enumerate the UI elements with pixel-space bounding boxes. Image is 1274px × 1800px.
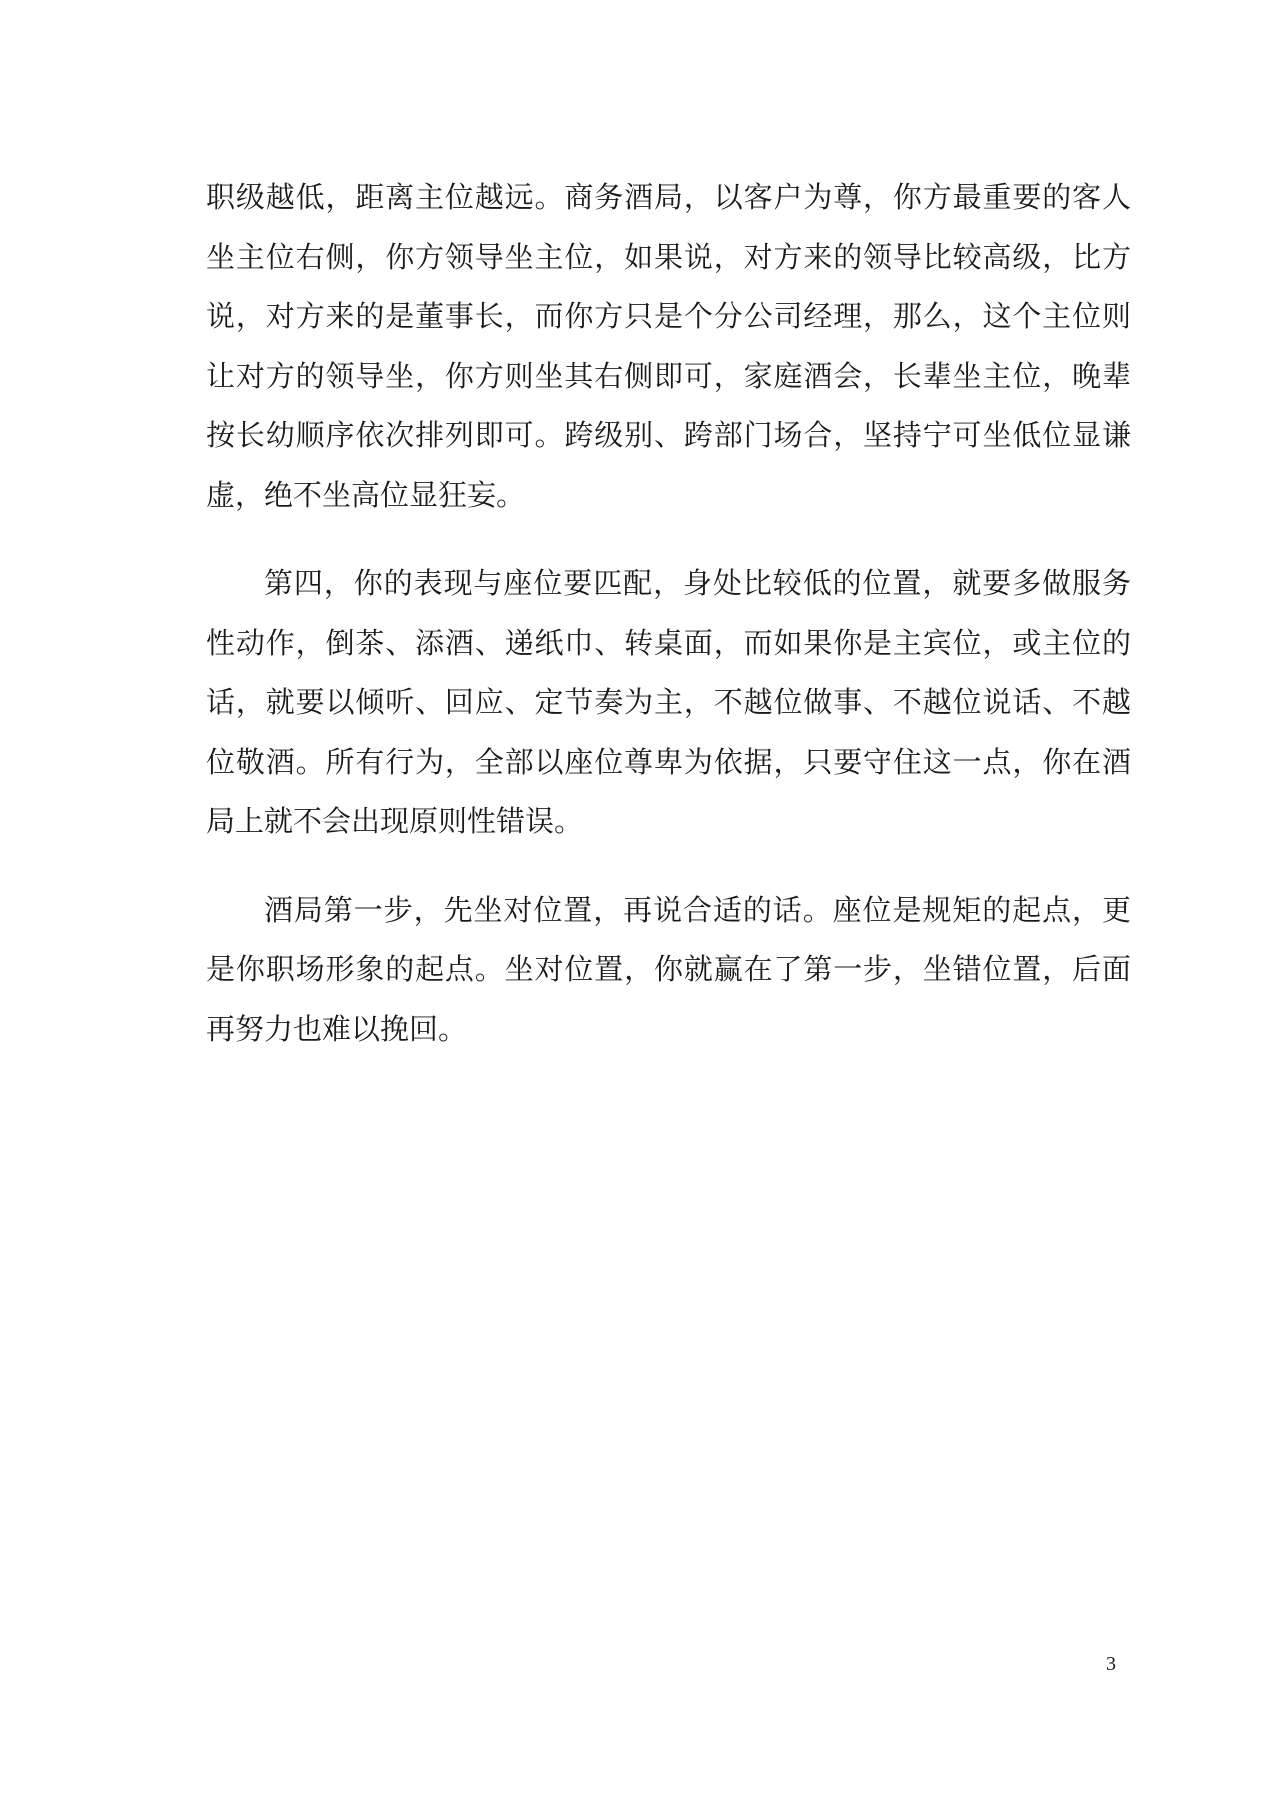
paragraph-conclusion: 酒局第一步，先坐对位置，再说合适的话。座位是规矩的起点，更是你职场形象的起点。坐对位置，你就赢在了第一步，坐错位置，后面再努力也难以挽回。 (206, 892, 1131, 1046)
body-text (206, 168, 1131, 1088)
paragraph-fourth-point: 第四，你的表现与座位要匹配，身处比较低的位置，就要多做服务性动作，倒茶、添酒、递纸巾、转桌面，而如果你是主宾位，或主位的话，就要以倾听、回应、定节奏为主，不越位做事、不越位说话、不越位敬酒。所有行为，全部以座位尊卑为依据，只要守住这一点，你在酒局上就不会出现原则性错误。 (206, 566, 1131, 838)
page-number: 3 (1106, 1653, 1116, 1675)
paragraph-continuation: 职级越低，距离主位越远。商务酒局，以客户为尊，你方最重要的客人坐主位右侧，你方领导坐主位，如果说，对方来的领导比较高级，比方说，对方来的是董事长，而你方只是个分公司经理，那么，这个主位则让对方的领导坐，你方则坐其右侧即可，家庭酒会，长辈坐主位，晚辈按长幼顺序依次排列即可。跨级别、跨部门场合，坚持宁可坐低位显谦虚，绝不坐高位显狂妄。 (206, 180, 1131, 512)
